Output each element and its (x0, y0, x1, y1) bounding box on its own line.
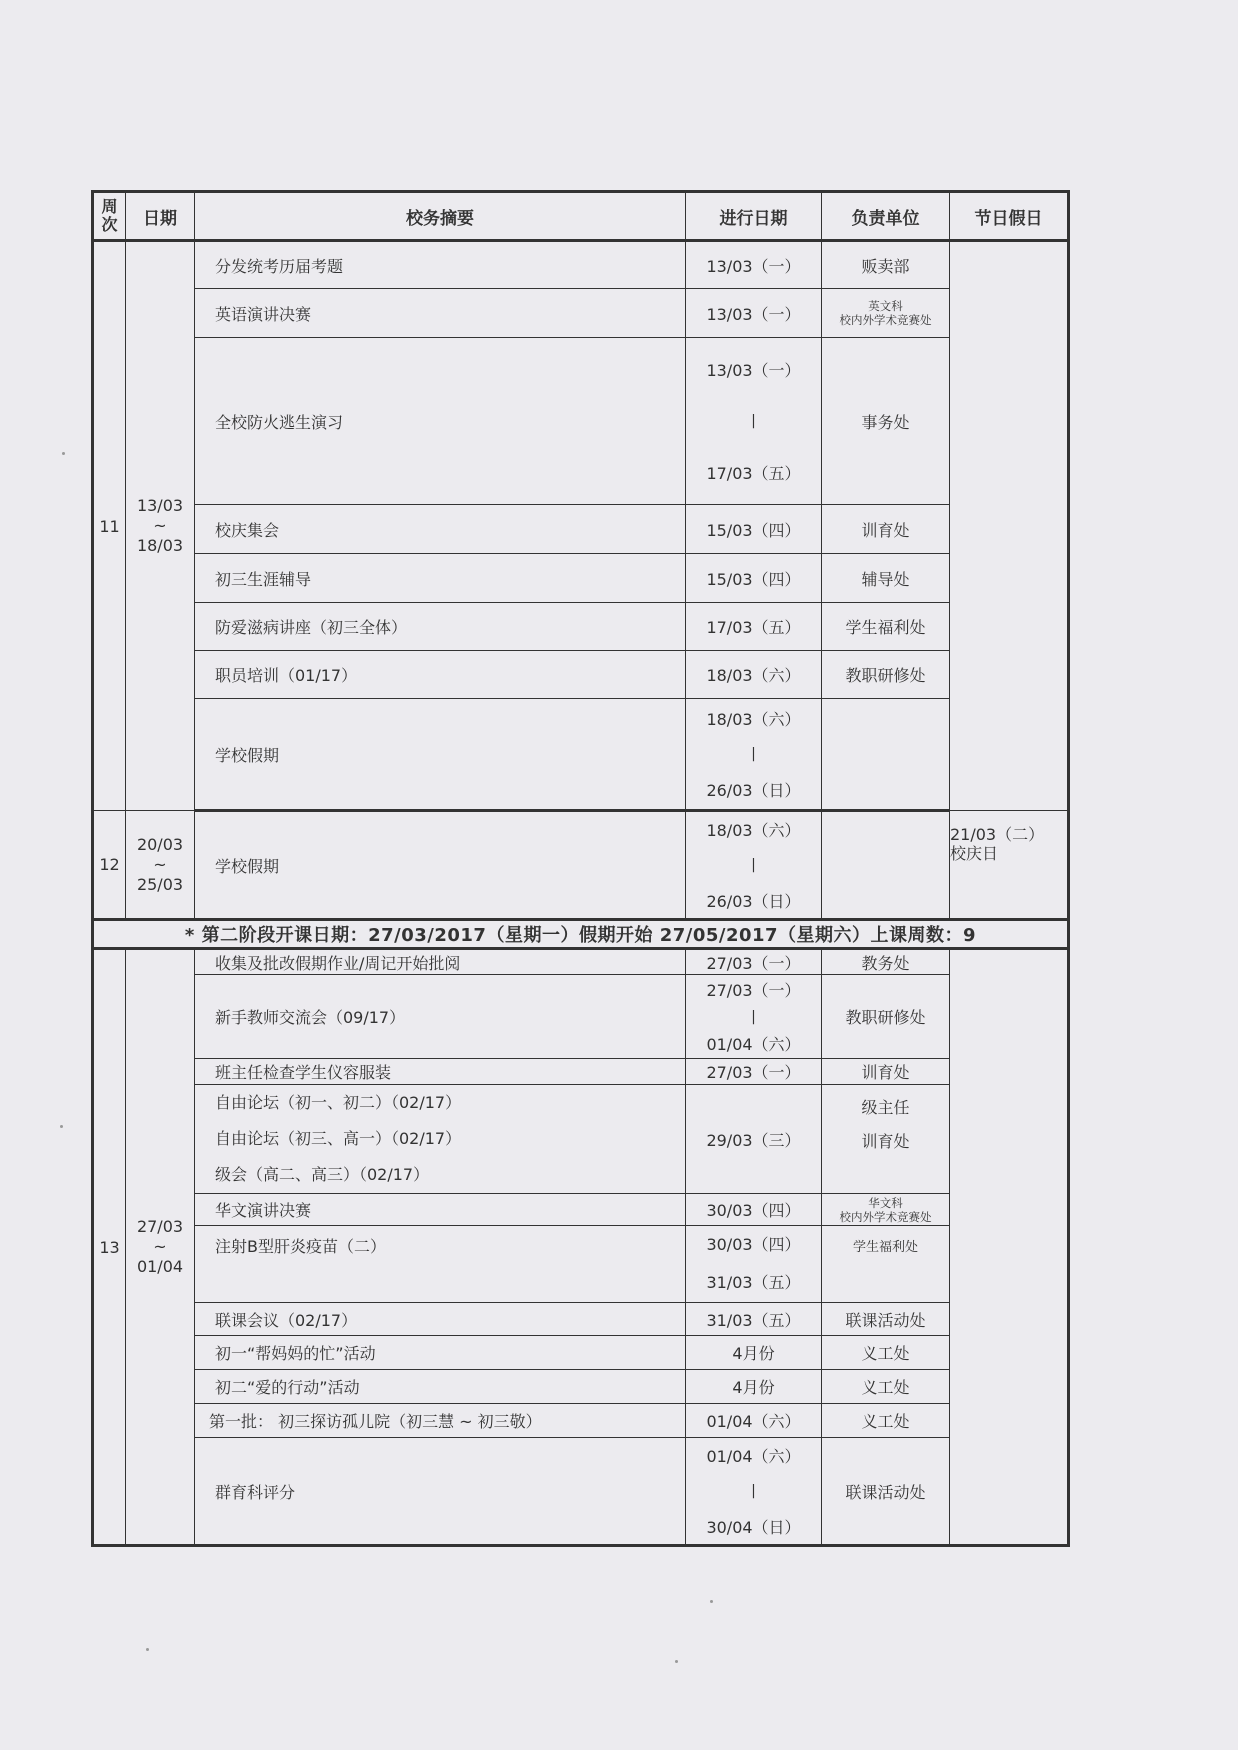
table-row (93, 1059, 1069, 1085)
header-row (93, 192, 1069, 241)
item-text: 职员培训（01/17） (195, 651, 686, 699)
holiday-cell (950, 241, 1069, 811)
responsible-unit: 华文科 校内外学术竞赛处 (822, 1194, 950, 1226)
responsible-unit (822, 699, 950, 811)
item-text: 防爱滋病讲座（初三全体） (195, 603, 686, 651)
responsible-unit: 训育处 (822, 505, 950, 554)
exec-date: 4月份 (686, 1370, 822, 1404)
exec-date: 29/03（三） (686, 1085, 822, 1194)
responsible-unit: 教职研修处 (822, 975, 950, 1059)
week-number: 11 (93, 241, 126, 811)
scan-speck (62, 452, 65, 455)
exec-date: 31/03（五） (686, 1303, 822, 1336)
item-text: 全校防火逃生演习 (195, 338, 686, 505)
table-row (93, 699, 1069, 811)
header-holiday: 节日假日 (950, 192, 1069, 241)
exec-date: 15/03（四） (686, 505, 822, 554)
item-text: 华文演讲决赛 (195, 1194, 686, 1226)
table-row (93, 1438, 1069, 1546)
item-text: 学校假期 (195, 699, 686, 811)
responsible-unit: 联课活动处 (822, 1438, 950, 1546)
table-row (93, 811, 1069, 920)
item-text: 收集及批改假期作业/周记开始批阅 (195, 949, 686, 975)
week-number: 12 (93, 811, 126, 920)
item-text: 校庆集会 (195, 505, 686, 554)
responsible-unit: 学生福利处 (822, 1226, 950, 1303)
item-text: 初一“帮妈妈的忙”活动 (195, 1336, 686, 1370)
responsible-unit: 教务处 (822, 949, 950, 975)
responsible-unit: 贩卖部 (822, 241, 950, 289)
responsible-unit: 教职研修处 (822, 651, 950, 699)
exec-date: 15/03（四） (686, 554, 822, 603)
table-row (93, 975, 1069, 1059)
responsible-unit (822, 811, 950, 920)
header-unit: 负责单位 (822, 192, 950, 241)
responsible-unit: 学生福利处 (822, 603, 950, 651)
header-summary: 校务摘要 (195, 192, 686, 241)
table-row (93, 1370, 1069, 1404)
week-date-range: 13/03 ~ 18/03 (126, 241, 195, 811)
phase-banner-row (93, 920, 1069, 949)
responsible-unit: 训育处 (822, 1059, 950, 1085)
exec-date-range: 18/03（六） | 26/03（日） (686, 699, 822, 811)
exec-date-range: 13/03（一） | 17/03（五） (686, 338, 822, 505)
exec-date: 01/04（六） (686, 1404, 822, 1438)
exec-date: 18/03（六） (686, 651, 822, 699)
week-number: 13 (93, 949, 126, 1546)
exec-date: 13/03（一） (686, 241, 822, 289)
exec-date-range: 01/04（六） | 30/04（日） (686, 1438, 822, 1546)
exec-date: 4月份 (686, 1336, 822, 1370)
table-row (93, 505, 1069, 554)
exec-date: 30/03（四） (686, 1194, 822, 1226)
item-text: 注射B型肝炎疫苗（二） (195, 1226, 686, 1303)
week-date-range: 27/03 ~ 01/04 (126, 949, 195, 1546)
table-row (93, 1404, 1069, 1438)
table-row (93, 554, 1069, 603)
item-text: 学校假期 (195, 811, 686, 920)
responsible-unit: 义工处 (822, 1370, 950, 1404)
exec-date: 13/03（一） (686, 289, 822, 338)
table-row (93, 949, 1069, 975)
school-affairs-table (91, 190, 1070, 1547)
item-text: 初二“爱的行动”活动 (195, 1370, 686, 1404)
responsible-unit: 辅导处 (822, 554, 950, 603)
header-week: 周次 (93, 192, 126, 241)
scan-speck (675, 1660, 678, 1663)
table-row (93, 603, 1069, 651)
responsible-unit: 联课活动处 (822, 1303, 950, 1336)
item-text: 自由论坛（初一、初二）（02/17） 自由论坛（初三、高一）（02/17） 级会（高二、高三）（02/17） (195, 1085, 686, 1194)
exec-date: 27/03（一） (686, 949, 822, 975)
table-row (93, 1336, 1069, 1370)
item-text: 第一批： 初三探访孤儿院（初三慧 ~ 初三敬） (195, 1404, 686, 1438)
responsible-unit: 英文科 校内外学术竞赛处 (822, 289, 950, 338)
table-row (93, 289, 1069, 338)
exec-date: 27/03（一） (686, 1059, 822, 1085)
week-date-range: 20/03 ~ 25/03 (126, 811, 195, 920)
exec-date: 17/03（五） (686, 603, 822, 651)
holiday-cell: 21/03（二） 校庆日 (950, 811, 1069, 920)
responsible-unit: 义工处 (822, 1404, 950, 1438)
scan-speck (710, 1600, 713, 1603)
table-row (93, 651, 1069, 699)
table-row (93, 241, 1069, 289)
item-text: 初三生涯辅导 (195, 554, 686, 603)
exec-date: 30/03（四） 31/03（五） (686, 1226, 822, 1303)
responsible-unit: 级主任 训育处 (822, 1085, 950, 1194)
scan-speck (60, 1125, 63, 1128)
item-text: 班主任检查学生仪容服装 (195, 1059, 686, 1085)
item-text: 新手教师交流会（09/17） (195, 975, 686, 1059)
table-row (93, 1303, 1069, 1336)
table-row (93, 1226, 1069, 1303)
phase-banner: * 第二阶段开课日期：27/03/2017（星期一）假期开始 27/05/2017（星期六）上课周数：9 (93, 920, 1069, 949)
holiday-cell (950, 949, 1069, 1546)
header-date: 日期 (126, 192, 195, 241)
item-text: 分发统考历届考题 (195, 241, 686, 289)
item-text: 联课会议（02/17） (195, 1303, 686, 1336)
responsible-unit: 事务处 (822, 338, 950, 505)
table-row (93, 1194, 1069, 1226)
exec-date-range: 18/03（六） | 26/03（日） (686, 811, 822, 920)
item-text: 英语演讲决赛 (195, 289, 686, 338)
table-row (93, 1085, 1069, 1194)
item-text: 群育科评分 (195, 1438, 686, 1546)
exec-date-range: 27/03（一） | 01/04（六） (686, 975, 822, 1059)
header-exec-date: 进行日期 (686, 192, 822, 241)
table-row (93, 338, 1069, 505)
scan-speck (146, 1648, 149, 1651)
responsible-unit: 义工处 (822, 1336, 950, 1370)
